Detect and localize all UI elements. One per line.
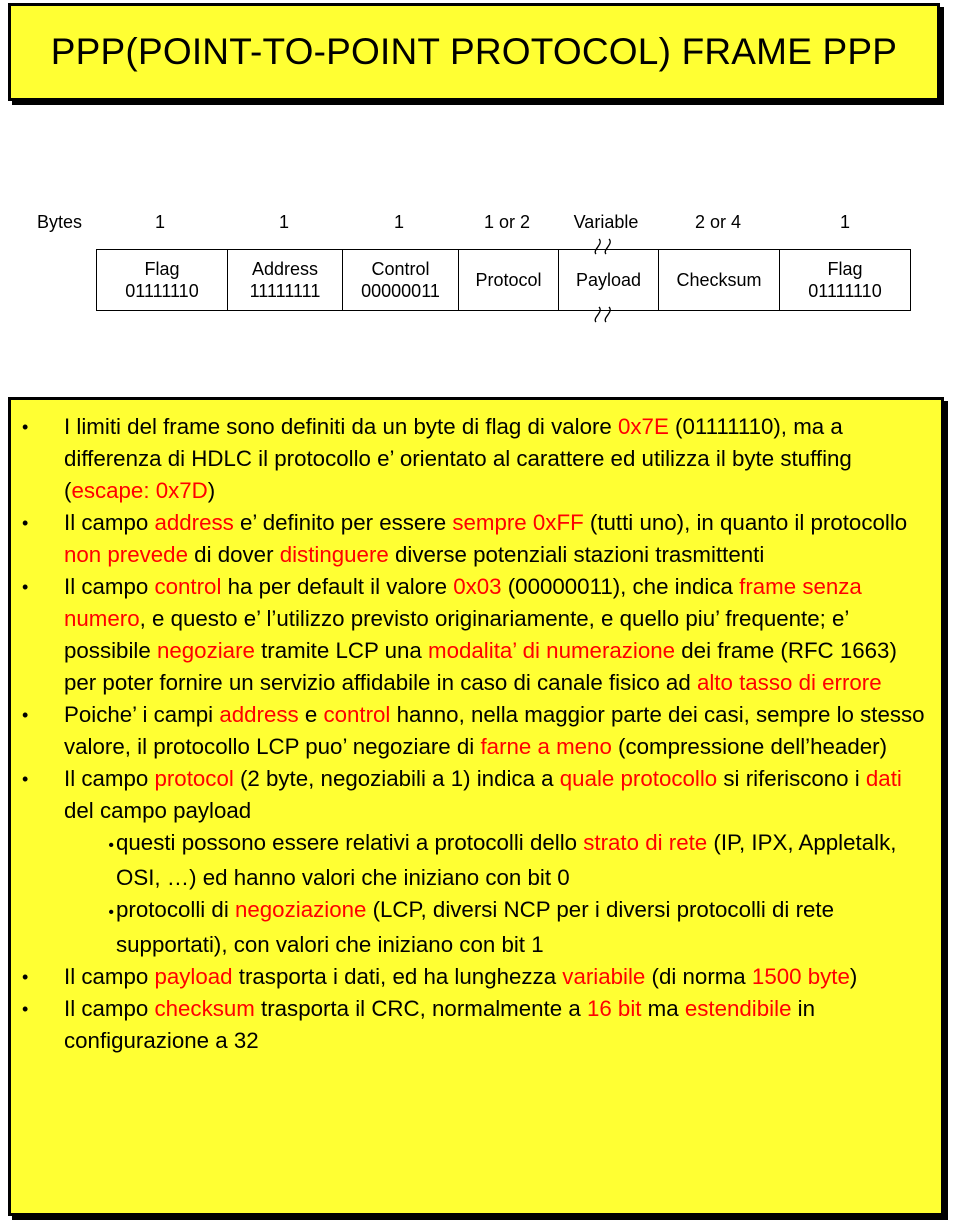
- body-text: hanno, nella maggior parte dei casi, sempre lo stesso valore, il protocollo LCP puo’ negoziare di: [64, 702, 925, 759]
- sub-bullet-item: [64, 894, 935, 961]
- field-value: 00000011: [361, 281, 440, 301]
- field-name: Checksum: [676, 270, 762, 290]
- body-text: (IP, IPX, Appletalk, OSI, …) ed hanno valori che iniziano con bit 0: [116, 830, 897, 890]
- title-box: [8, 3, 940, 101]
- body-text: (LCP, diversi NCP per i diversi protocolli di rete supportati), con valori che iniziano con bit 1: [116, 897, 834, 957]
- bullet-item: [11, 571, 941, 699]
- bullet-list: [11, 411, 941, 1057]
- highlighted-text: farne a meno: [480, 734, 612, 759]
- body-text: di dover: [187, 542, 280, 567]
- field-address: [228, 250, 343, 310]
- body-text: I limiti del frame sono definiti da un byte di flag di valore: [64, 414, 618, 439]
- bullet-dot-icon: •: [108, 837, 114, 854]
- body-text: trasporta i dati, ed ha lunghezza: [232, 964, 563, 989]
- field-name: Protocol: [475, 270, 542, 290]
- body-text: Il campo: [64, 964, 155, 989]
- highlighted-text: frame senza numero: [64, 574, 862, 631]
- field-control: [343, 250, 459, 310]
- field-name: Flag: [827, 259, 863, 279]
- size-address: 1: [278, 212, 289, 232]
- body-text: Poiche’ i campi: [64, 702, 220, 727]
- highlighted-text: control: [323, 702, 391, 727]
- body-text: tramite LCP una: [254, 638, 429, 663]
- highlighted-text: 16 bit: [586, 996, 642, 1021]
- highlighted-text: modalita’ di numerazione: [428, 638, 676, 663]
- body-text: Il campo: [64, 510, 155, 535]
- body-text: (tutti uno), in quanto il protocollo: [583, 510, 908, 535]
- page-title: PPP(POINT-TO-POINT PROTOCOL) FRAME PPP: [50, 31, 898, 72]
- bullet-item: [11, 961, 941, 993]
- highlighted-text: non prevede: [64, 542, 188, 567]
- field-value: 11111111: [249, 281, 321, 301]
- body-text: ): [207, 478, 216, 503]
- body-text: , e questo e’ l’utilizzo previsto originariamente, e quello piu’ frequente; e’ possibile: [64, 606, 849, 663]
- field-protocol: [459, 250, 559, 310]
- field-name: Address: [251, 259, 319, 279]
- highlighted-text: negoziazione: [234, 897, 367, 922]
- body-text: trasporta il CRC, normalmente a: [254, 996, 587, 1021]
- body-text: e’ definito per essere: [233, 510, 453, 535]
- size-control: 1: [393, 212, 404, 232]
- highlighted-text: negoziare: [156, 638, 255, 663]
- body-text: (01111110), ma a differenza di HDLC il protocollo e’ orientato al carattere ed utilizza il byte stuffing (: [64, 414, 852, 503]
- highlighted-text: dati: [865, 766, 902, 791]
- ppp-frame-diagram: [0, 200, 957, 340]
- body-text: ): [849, 964, 858, 989]
- body-text: Il campo: [64, 766, 155, 791]
- field-flag-end: [780, 250, 910, 310]
- body-text: Il campo: [64, 996, 155, 1021]
- highlighted-text: quale protocollo: [559, 766, 718, 791]
- body-text: ha per default il valore: [221, 574, 454, 599]
- body-text: Il campo: [64, 574, 155, 599]
- highlighted-text: escape: 0x7D: [71, 478, 208, 503]
- body-text: del campo payload: [64, 798, 252, 823]
- highlighted-text: 0x03: [453, 574, 502, 599]
- size-protocol: 1 or 2: [483, 212, 531, 232]
- highlighted-text: alto tasso di errore: [696, 670, 882, 695]
- highlighted-text: payload: [154, 964, 233, 989]
- field-payload: [559, 250, 659, 310]
- content-box: [8, 397, 944, 1216]
- size-payload: Variable: [573, 212, 639, 232]
- size-checksum: 2 or 4: [694, 212, 742, 232]
- highlighted-text: address: [154, 510, 234, 535]
- body-text: protocolli di: [116, 897, 235, 922]
- bullet-item: [11, 507, 941, 571]
- body-text: ma: [641, 996, 685, 1021]
- highlighted-text: checksum: [154, 996, 255, 1021]
- sub-bullet-item: [64, 827, 935, 894]
- highlighted-text: protocol: [154, 766, 234, 791]
- field-name: Flag: [144, 259, 180, 279]
- field-value: 01111110: [808, 281, 882, 301]
- highlighted-text: strato di rete: [583, 830, 708, 855]
- sub-bullet-list: [64, 827, 935, 961]
- size-flag-end: 1: [839, 212, 850, 232]
- bullet-item: [11, 411, 941, 507]
- body-text: dei frame (RFC 1663) per poter fornire un servizio affidabile in caso di canale fisico ad: [64, 638, 897, 695]
- body-text: diverse potenziali stazioni trasmittenti: [388, 542, 765, 567]
- bytes-label: Bytes: [37, 212, 83, 232]
- highlighted-text: distinguere: [279, 542, 389, 567]
- field-checksum: [659, 250, 780, 310]
- body-text: (compressione dell’header): [611, 734, 887, 759]
- bullet-item: [11, 993, 941, 1057]
- field-flag-start: [97, 250, 228, 310]
- highlighted-text: 1500 byte: [751, 964, 850, 989]
- body-text: questi possono essere relativi a protocolli dello: [116, 830, 584, 855]
- size-flag-start: 1: [154, 212, 165, 232]
- body-text: (di norma: [645, 964, 752, 989]
- field-value: 01111110: [125, 281, 199, 301]
- field-name: Control: [371, 259, 430, 279]
- highlighted-text: variabile: [562, 964, 646, 989]
- bullet-dot-icon: •: [108, 904, 114, 921]
- field-name: Payload: [575, 270, 642, 290]
- bullet-item: [11, 763, 941, 961]
- highlighted-text: 0x7E: [618, 414, 669, 439]
- highlighted-text: estendibile: [684, 996, 792, 1021]
- highlighted-text: control: [154, 574, 222, 599]
- body-text: in configurazione a 32: [64, 996, 816, 1053]
- highlighted-text: sempre 0xFF: [452, 510, 584, 535]
- body-text: (2 byte, negoziabili a 1) indica a: [233, 766, 560, 791]
- body-text: e: [298, 702, 324, 727]
- bullet-item: [11, 699, 941, 763]
- body-text: si riferiscono i: [717, 766, 866, 791]
- highlighted-text: address: [219, 702, 299, 727]
- body-text: (00000011), che indica: [501, 574, 740, 599]
- frame-row: [96, 249, 911, 311]
